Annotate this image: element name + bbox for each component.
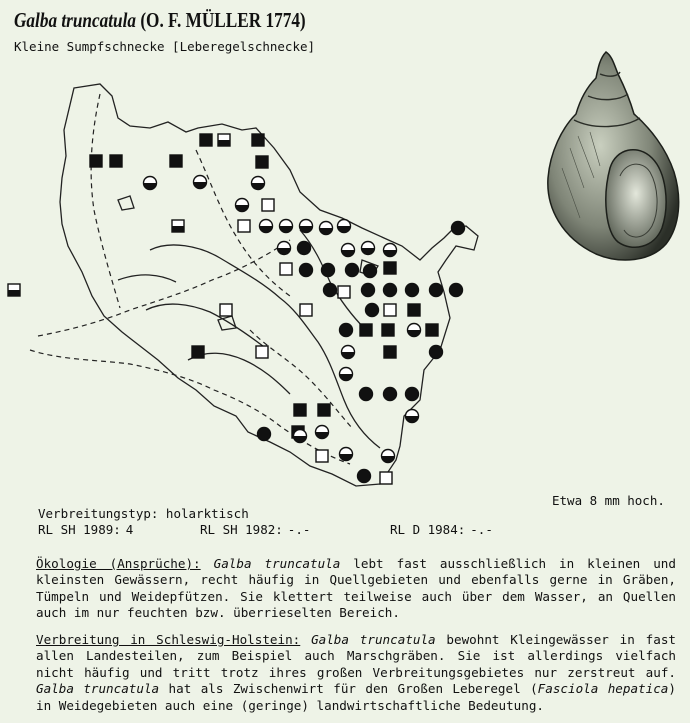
record-half-circle: [408, 324, 421, 337]
record-filled-square: [426, 324, 438, 336]
record-filled-circle: [258, 428, 271, 441]
record-filled-circle: [298, 242, 311, 255]
record-filled-square: [110, 155, 122, 167]
record-half-circle: [252, 177, 265, 190]
record-filled-square: [170, 155, 182, 167]
parasite-mention: Fasciola hepatica: [537, 681, 669, 697]
record-half-circle: [194, 176, 207, 189]
record-filled-circle: [340, 324, 353, 337]
record-filled-square: [318, 404, 330, 416]
page-title: [14, 8, 306, 33]
record-filled-circle: [384, 284, 397, 297]
record-half-circle: [320, 222, 333, 235]
record-half-circle: [340, 368, 353, 381]
record-half-circle: [338, 220, 351, 233]
record-half-circle: [384, 244, 397, 257]
record-open-square: [300, 304, 312, 316]
species-name: Galba truncatula: [14, 8, 137, 32]
record-filled-circle: [364, 265, 377, 278]
record-half-circle: [316, 426, 329, 439]
common-name: Kleine Sumpfschnecke [Leberegelschnecke]: [14, 39, 316, 54]
species-mention: Galba truncatula: [213, 556, 341, 571]
record-half-circle: [342, 244, 355, 257]
record-half-circle: [342, 346, 355, 359]
species-author: (O. F. MÜLLER 1774): [136, 8, 306, 32]
record-half-circle: [340, 448, 353, 461]
record-filled-square: [90, 155, 102, 167]
record-half-circle: [280, 220, 293, 233]
distribution-map: [0, 60, 520, 500]
record-half-circle: [382, 450, 395, 463]
record-open-square: [338, 286, 350, 298]
species-mention: Galba truncatula: [36, 681, 160, 697]
record-open-square: [316, 450, 328, 462]
red-list-sh-1989: [38, 522, 133, 537]
red-list-label: RL SH 1989:: [38, 522, 121, 537]
ecology-paragraph: [36, 556, 676, 622]
distribution-text: bewohnt Kleingewässer in fast allen Landesteilen, zum Beispiel auch Marschgräben. Sie ist allerdings vielfach nicht häufig und tritt trotz ihres großen Verbreitungsgebietes nur zerstreut auf.: [36, 632, 676, 680]
distribution-heading: Verbreitung in Schleswig-Holstein:: [36, 632, 301, 647]
record-half-circle: [144, 177, 157, 190]
record-filled-square: [192, 346, 204, 358]
size-note: Etwa 8 mm hoch.: [552, 493, 665, 508]
record-half-circle: [236, 199, 249, 212]
record-filled-square: [408, 304, 420, 316]
record-open-square: [262, 199, 274, 211]
record-filled-circle: [406, 284, 419, 297]
distribution-paragraph: [36, 632, 676, 714]
record-filled-square: [382, 324, 394, 336]
record-filled-circle: [430, 346, 443, 359]
record-filled-circle: [300, 264, 313, 277]
distribution-type: Verbreitungstyp: holarktisch: [38, 506, 249, 521]
record-half-circle: [294, 430, 307, 443]
record-open-square: [238, 220, 250, 232]
record-filled-square: [384, 346, 396, 358]
record-filled-circle: [430, 284, 443, 297]
record-filled-circle: [406, 388, 419, 401]
record-half-circle: [260, 220, 273, 233]
red-list-value: -.-: [287, 522, 311, 537]
record-filled-circle: [384, 388, 397, 401]
species-mention: Galba truncatula: [311, 632, 436, 647]
red-list-label: RL SH 1982:: [200, 522, 283, 537]
record-filled-circle: [450, 284, 463, 297]
record-filled-square: [294, 404, 306, 416]
record-filled-circle: [322, 264, 335, 277]
record-filled-circle: [324, 284, 337, 297]
record-filled-circle: [362, 284, 375, 297]
record-filled-circle: [360, 388, 373, 401]
record-filled-circle: [346, 264, 359, 277]
island-helgoland: [8, 284, 20, 296]
ecology-text: lebt fast ausschließlich in kleinen und kleinsten Gewässern, recht häufig in Quellgebieten und ebenfalls gerne in Gräben, Tümpeln und Weidepfützen. Sie klettert teilweise auch über dem Wasser, an Quellen auch im nur feuchten bzw. überrieselten Bereich.: [36, 556, 676, 621]
red-list-d-1984: [390, 522, 493, 537]
record-filled-square: [360, 324, 372, 336]
red-list-value: -.-: [470, 522, 493, 537]
ecology-heading: Ökologie (Ansprüche):: [36, 556, 201, 571]
distribution-text: hat als Zwischenwirt für den Großen Leberegel (: [159, 681, 538, 697]
record-filled-square: [200, 134, 212, 146]
record-half-square: [172, 220, 184, 232]
record-filled-circle: [358, 470, 371, 483]
distribution-text: ) in Weidegebieten auch eine (geringe) landwirtschaftliche Bedeutung.: [36, 681, 676, 713]
record-markers: [90, 134, 465, 484]
snail-shell-illustration: [540, 48, 682, 268]
record-half-circle: [406, 410, 419, 423]
record-filled-square: [256, 156, 268, 168]
red-list-value: 4: [125, 522, 134, 537]
record-open-square: [380, 472, 392, 484]
record-open-square: [280, 263, 292, 275]
record-half-circle: [362, 242, 375, 255]
record-open-square: [384, 304, 396, 316]
record-filled-square: [252, 134, 264, 146]
record-half-square: [218, 134, 230, 146]
record-half-circle: [278, 242, 291, 255]
record-open-square: [256, 346, 268, 358]
record-filled-square: [384, 262, 396, 274]
red-list-sh-1982: [200, 522, 310, 537]
record-filled-circle: [452, 222, 465, 235]
record-filled-circle: [366, 304, 379, 317]
red-list-label: RL D 1984:: [390, 522, 466, 537]
record-half-circle: [300, 220, 313, 233]
record-open-square: [220, 304, 232, 316]
